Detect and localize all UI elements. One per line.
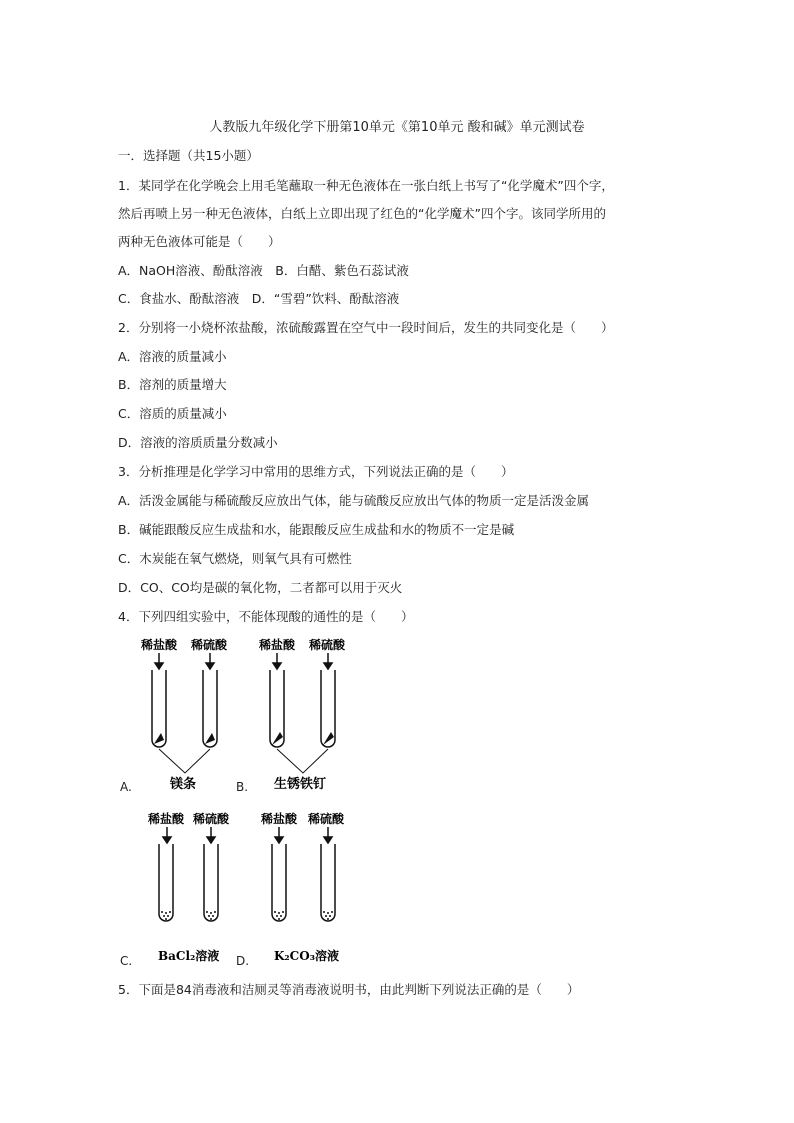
q1-line3: 两种无色液体可能是（ ） — [118, 234, 281, 249]
figure-d-caption: K₂CO₃溶液 — [274, 949, 339, 963]
figure-b-label-h2so4: 稀硫酸 — [309, 638, 346, 652]
figure-d-label-hcl: 稀盐酸 — [261, 812, 298, 826]
q4-figure-b — [256, 636, 356, 796]
q1-options-cd: C．食盐水、酚酞溶液 D．“雪碧”饮料、酚酞溶液 — [118, 291, 400, 306]
q4-stem: 4．下列四组实验中，不能体现酸的通性的是（ ） — [118, 609, 414, 624]
q4-figure-d — [256, 810, 356, 970]
figure-b-caption: 生锈铁钉 — [274, 777, 327, 792]
q4-label-b: B. — [236, 780, 249, 794]
q2-option-a: A．溶液的质量减小 — [118, 349, 227, 364]
figure-c-caption: BaCl₂溶液 — [158, 949, 220, 963]
rusty-nail-left — [272, 732, 283, 745]
figure-d-solution-dots — [274, 911, 333, 920]
section-heading: 一．选择题（共15小题） — [118, 148, 259, 163]
q2-option-c: C．溶质的质量减小 — [118, 406, 227, 421]
figure-b-label-hcl: 稀盐酸 — [259, 638, 296, 652]
magnesium-strip-right — [205, 733, 215, 744]
q1-line1: 1．某同学在化学晚会上用毛笔蘸取一种无色液体在一张白纸上书写了“化学魔术”四个字， — [118, 178, 614, 193]
q2-option-b: B．溶剂的质量增大 — [118, 377, 227, 392]
figure-c-label-h2so4: 稀硫酸 — [193, 812, 230, 826]
q3-option-c: C．木炭能在氧气燃烧，则氧气具有可燃性 — [118, 551, 352, 566]
figure-c-solution-dots — [161, 911, 216, 920]
q4-label-c: C. — [120, 954, 133, 968]
figure-d-label-h2so4: 稀硫酸 — [308, 812, 345, 826]
q4-figure-c — [138, 810, 238, 970]
q1-options-ab: A．NaOH溶液、酚酞溶液 B．白醋、紫色石蕊试液 — [118, 263, 409, 278]
rusty-nail-right — [323, 732, 334, 745]
q4-label-a: A. — [120, 780, 132, 794]
q3-option-b: B．碱能跟酸反应生成盐和水，能跟酸反应生成盐和水的物质不一定是碱 — [118, 522, 515, 537]
figure-a-caption: 镁条 — [170, 777, 197, 792]
page-title: 人教版九年级化学下册第10单元《第10单元 酸和碱》单元测试卷 — [209, 120, 585, 135]
q5-stem: 5．下面是84消毒液和洁厕灵等消毒液说明书，由此判断下列说法正确的是（ ） — [118, 982, 580, 997]
q4-figure-a — [138, 636, 238, 796]
figure-a-tubes — [152, 653, 217, 773]
figure-c-tubes — [159, 827, 218, 921]
figure-b-tubes — [270, 653, 335, 773]
q3-stem: 3．分析推理是化学学习中常用的思维方式，下列说法正确的是（ ） — [118, 464, 514, 479]
figure-c-label-hcl: 稀盐酸 — [148, 812, 185, 826]
q2-option-d: D．溶液的溶质质量分数减小 — [118, 435, 278, 450]
q3-option-a: A．活泼金属能与稀硫酸反应放出气体，能与硫酸反应放出气体的物质一定是活泼金属 — [118, 493, 590, 508]
q1-line2: 然后再喷上另一种无色液体，白纸上立即出现了红色的“化学魔术”四个字。该同学所用的 — [118, 206, 606, 221]
figure-a-label-h2so4: 稀硫酸 — [191, 638, 228, 652]
q4-label-d: D. — [236, 954, 250, 968]
q3-option-d: D．CO、CO均是碳的氧化物，二者都可以用于灭火 — [118, 580, 403, 595]
q2-stem: 2．分别将一小烧杯浓盐酸，浓硫酸露置在空气中一段时间后，发生的共同变化是（ ） — [118, 320, 614, 335]
figure-d-tubes — [272, 827, 335, 921]
figure-a-label-hcl: 稀盐酸 — [141, 638, 178, 652]
magnesium-strip-left — [154, 733, 164, 744]
